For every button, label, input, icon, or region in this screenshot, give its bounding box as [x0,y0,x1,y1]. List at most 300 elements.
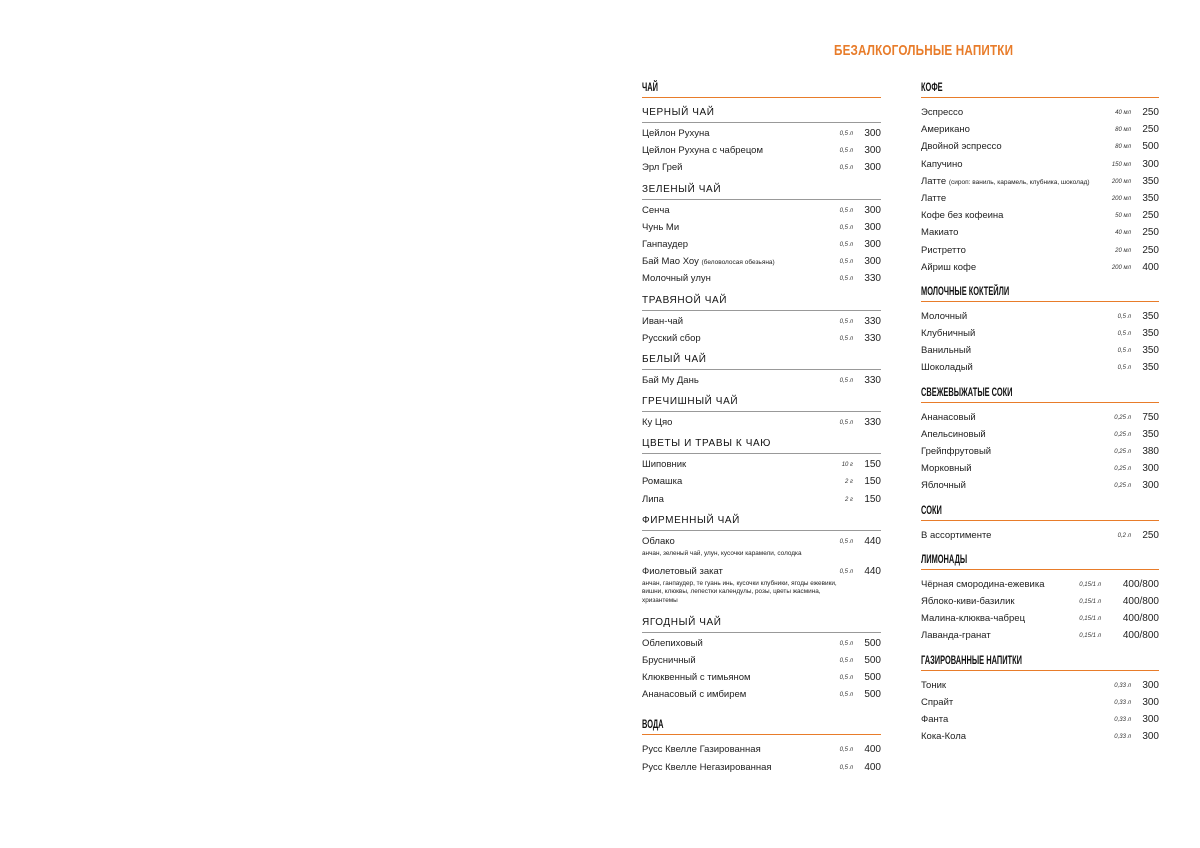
item-name-text: Грейпфрутовый [921,446,992,457]
signature-tea-group [642,512,881,614]
item-size: 0,33 л [1114,682,1131,689]
item-name [921,308,967,325]
item-name [921,138,1002,155]
item-name-text: Кока-Кола [921,731,967,743]
spacer [921,377,1159,385]
group-items [642,125,881,177]
item-name-text: Молочный [921,310,968,322]
menu-item [921,359,1159,376]
item-name [921,207,1003,224]
item-name [642,759,772,776]
menu-item [921,477,1159,494]
item-name-text: Клубничный [921,328,976,340]
item-name-text: Двойной эспрессо [921,141,1002,153]
item-name [921,173,1090,191]
item-name-text: Латте [921,175,947,187]
item-size: 0,5 л [839,207,853,214]
group-heading: ТРАВЯНОЙ ЧАЙ [642,292,881,311]
item-name [921,593,1015,610]
group-heading: БЕЛЫЙ ЧАЙ [642,351,881,370]
item-size: 40 мл [1115,230,1131,237]
menu-item [921,443,1159,460]
item-size: 50 мл [1115,213,1131,220]
item-size: 0,5 л [839,420,853,427]
section-heading-coffee: КОФЕ [921,80,943,94]
item-name-text: Латте [921,192,947,204]
item-name: Облако [642,535,675,547]
item-name [921,610,1025,627]
group-items [642,414,881,431]
juices-section [921,503,1159,544]
menu-item [642,759,881,776]
menu-item [642,414,881,431]
item-name [642,372,699,389]
item-size: 0,5 л [839,747,853,754]
item-name-text: Русс Квелле Газированная [642,744,761,756]
item-name [921,224,958,241]
item-size: 0,5 л [1117,313,1131,320]
juice-items [921,527,1159,544]
item-name [921,325,975,342]
tea-group [642,435,881,512]
section-heading-lemonades: ЛИМОНАДЫ [921,551,968,566]
section-heading-water: ВОДА [642,717,664,732]
section-heading-juices: СОКИ [921,502,942,517]
item-price: 400/800 [1122,595,1159,607]
group-heading: ЗЕЛЕНЫЙ ЧАЙ [642,181,881,200]
item-price: 500 [864,689,881,701]
item-size: 0,15/1 л [1079,633,1101,640]
item-size: 0,5 л [839,241,853,248]
item-name-text: Сенча [642,204,670,216]
item-size: 0,25 л [1114,483,1131,490]
menu-item [921,593,1159,610]
item-size: 0,33 л [1114,699,1131,706]
section-divider [921,569,1159,570]
item-size: 10 г [841,462,853,469]
item-price: 250 [1142,210,1159,222]
lemonade-items [921,576,1159,645]
tea-section [642,80,881,703]
item-name [642,270,711,287]
menu-item [921,610,1159,627]
left-column [642,80,881,776]
item-name [921,190,946,207]
item-size: 0,5 л [839,335,853,342]
menu-item [921,728,1159,745]
menu-item [921,259,1159,276]
item-price: 400 [864,761,881,773]
item-price: 350 [1142,345,1159,357]
item-name [642,635,703,652]
section-heading-fresh-juices: СВЕЖЕВЫЖАТЫЕ СОКИ [921,384,1013,399]
item-size: 2 г [845,496,853,503]
item-name [921,242,966,259]
water-section [642,717,881,775]
item-price: 350 [1142,328,1159,340]
item-size: 0,5 л [839,148,853,155]
item-price: 300 [864,128,881,139]
menu-item [921,308,1159,325]
tea-groups [642,104,881,512]
item-name [642,491,664,508]
menu-item [921,342,1159,359]
item-name-text: Чёрная смородина-ежевика [921,578,1045,590]
item-size: 20 мл [1115,247,1131,254]
item-size: 0,5 л [839,318,853,325]
item-note: (беловолосая обезьяна) [701,259,775,267]
item-name [921,156,963,173]
item-size: 0,5 л [839,674,853,681]
page-title: БЕЗАЛКОГОЛЬНЫЕ НАПИТКИ [834,42,1014,59]
item-name-text: Бай Му Дань [642,374,699,386]
fresh-juice-items [921,409,1159,495]
item-name-text: Ананасовый [921,411,976,423]
item-name [921,711,948,728]
menu-item [642,270,881,287]
item-price: 750 [1142,411,1159,423]
menu-item [642,159,881,176]
coffee-items [921,104,1159,276]
spacer [921,276,1159,284]
menu-item [642,491,881,508]
item-name-text: Ганпаудер [642,238,689,250]
menu-item [642,372,881,389]
item-name [642,456,686,473]
item-name-text: В ассортименте [921,529,992,541]
menu-item [642,686,881,703]
item-price: 300 [1142,463,1159,475]
item-size: 0,5 л [839,764,853,771]
item-size: 200 мл [1111,195,1131,202]
item-price: 400 [1142,261,1159,273]
water-items [642,741,881,775]
item-size: 0,5 л [1117,331,1131,338]
item-name-text: Малина-клюква-чабрец [921,613,1026,625]
item-size: 0,5 л [839,538,853,545]
group-items [642,202,881,288]
item-price: 330 [864,417,881,429]
section-divider [921,402,1159,403]
menu-item [642,125,881,142]
menu-item [921,627,1159,644]
item-price: 400/800 [1122,613,1159,625]
item-name [921,527,991,544]
item-name [642,473,682,490]
section-divider [921,301,1159,302]
item-price: 300 [864,221,881,233]
item-name-text: Облепиховый [642,637,703,649]
item-name-text: Ристретто [921,244,966,256]
item-size: 0,25 л [1114,431,1131,438]
item-price: 300 [864,204,881,216]
item-name [921,121,970,138]
item-name [642,202,670,219]
item-name [921,576,1045,593]
group-heading: ЦВЕТЫ И ТРАВЫ К ЧАЮ [642,435,881,454]
fresh-juices-section [921,385,1159,495]
spacer [921,495,1159,503]
menu-item [921,104,1159,121]
menu-item [921,242,1159,259]
menu-item [642,236,881,253]
menu-item [642,142,881,159]
item-name-text: Шоколадый [921,362,973,374]
item-price: 300 [1142,158,1159,170]
group-heading: ГРЕЧИШНЫЙ ЧАЙ [642,393,881,412]
item-size: 0,33 л [1114,716,1131,723]
item-size: 0,15/1 л [1079,581,1101,588]
lemonades-section [921,552,1159,645]
item-price: 300 [1142,713,1159,725]
spacer [921,645,1159,653]
item-size: 200 мл [1111,178,1131,185]
item-name [642,741,761,758]
item-size: 0,2 л [1117,532,1131,539]
item-price: 350 [1142,175,1159,187]
menu-item [642,253,881,270]
item-price: 400/800 [1122,630,1159,642]
item-size: 0,25 л [1114,449,1131,455]
item-price: 380 [1142,446,1159,457]
item-price: 400/800 [1122,578,1159,590]
item-price: 330 [864,332,881,344]
item-size: 0,5 л [839,131,853,137]
section-divider [921,670,1159,671]
menu-item [921,694,1159,711]
section-divider [921,520,1159,521]
item-price: 300 [864,145,881,157]
item-price: 350 [1142,428,1159,440]
item-price: 500 [864,637,881,649]
item-name-text: Русс Квелле Негазированная [642,761,772,773]
item-name-text: Иван-чай [642,315,684,327]
item-price: 330 [864,374,881,386]
item-name [642,686,746,703]
menu-item [921,325,1159,342]
menu-item [642,219,881,236]
item-name-text: Ромашка [642,476,683,488]
menu-item [642,456,881,473]
item-price: 350 [1142,310,1159,322]
item-name-text: Фанта [921,713,949,725]
item-name-text: Ку Цяо [642,417,673,429]
item-size: 0,5 л [839,259,853,266]
section-divider [642,734,881,735]
menu-item [921,677,1159,694]
menu-item [921,190,1159,207]
item-size: 0,5 л [839,224,853,231]
item-size: 200 мл [1111,264,1131,271]
item-name [921,460,972,477]
item-name-text: Чунь Ми [642,221,680,233]
item-note: (сироп: ваниль, карамель, клубника, шоколад) [948,178,1090,186]
item-size: 80 мл [1115,127,1131,134]
item-description: анчан, зеленый чай, улун, кусочки карамели, солодка [642,550,802,558]
milkshake-items [921,308,1159,377]
item-price: 300 [864,256,881,268]
item-name-text: Цейлон Рухуна [642,128,710,139]
item-name [921,677,946,694]
section-heading-milkshakes: МОЛОЧНЫЕ КОКТЕЙЛИ [921,283,1010,298]
item-description: анчан, ганпаудер, те гуань инь, кусочки клубники, ягоды ежевики, вишни, клюквы, лепестки календулы, розы, цветы жасмина, хризантемы [642,579,837,604]
item-name-text: Брусничный [642,654,696,666]
item-price: 300 [1142,696,1159,708]
soda-section [921,653,1159,746]
item-name [642,313,683,330]
item-name-text: Яблоко-киви-базилик [921,595,1015,607]
item-name [921,409,976,426]
menu-item [642,741,881,758]
item-size: 0,15/1 л [1079,598,1101,605]
section-heading-tea: ЧАЙ [642,80,658,94]
item-name [642,414,672,431]
spacer [921,544,1159,552]
item-size: 0,5 л [839,377,853,384]
item-name [921,342,971,359]
item-name-text: Липа [642,493,664,505]
item-name-text: Морковный [921,463,972,475]
item-size: 150 мл [1111,161,1131,168]
group-items [642,456,881,508]
tea-group [642,393,881,435]
item-name-text: Лаванда-гранат [921,630,991,642]
berry-tea-group [642,614,881,704]
item-size: 80 мл [1115,144,1131,151]
item-size: 0,5 л [839,657,853,664]
item-name-text: Макиато [921,227,959,239]
item-name [642,125,710,142]
item-name-text: Спрайт [921,696,954,708]
item-price: 300 [864,238,881,250]
group-items [642,635,881,704]
item-size: 0,15/1 л [1079,616,1101,623]
item-name [921,694,953,711]
item-name-text: Американо [921,124,970,136]
menu-item [642,330,881,347]
item-name [921,627,991,644]
item-size: 0,5 л [839,568,853,575]
group-heading: ЧЕРНЫЙ ЧАЙ [642,104,881,123]
item-price: 300 [1142,731,1159,743]
item-name-text: Клюквенный с тимьяном [642,671,751,683]
milkshakes-section [921,284,1159,377]
item-name [642,219,679,236]
menu-item [642,635,881,652]
item-price: 330 [864,315,881,327]
item-size: 0,5 л [839,276,853,283]
item-size: 40 мл [1115,110,1131,116]
menu-item [921,576,1159,593]
item-price: 350 [1142,192,1159,204]
item-price: 300 [864,162,881,174]
item-price: 400 [864,744,881,756]
item-name-text: Цейлон Рухуна с чабрецом [642,145,763,157]
item-name [921,259,976,276]
item-name [642,669,751,686]
item-price: 250 [1142,244,1159,256]
item-name [921,359,973,376]
item-name-text: Капучино [921,158,963,170]
item-size: 0,25 л [1114,414,1131,421]
item-price: 440 [864,535,881,547]
tea-group [642,292,881,351]
item-name-text: Ванильный [921,345,972,357]
coffee-section [921,80,1159,276]
item-name-text: Молочный улун [642,273,711,285]
menu-item [921,156,1159,173]
menu-item [921,138,1159,155]
item-name [921,443,991,460]
item-name-text: Русский сбор [642,332,701,344]
item-price: 300 [1142,480,1159,492]
menu-item [642,313,881,330]
item-name-text: Эрл Грей [642,162,683,174]
item-name [921,477,966,494]
item-name-text: Ананасовый с имбирем [642,689,747,701]
section-divider [642,97,881,98]
menu-item [921,173,1159,190]
item-name [642,142,763,159]
menu-item [642,669,881,686]
menu-item [921,460,1159,477]
right-column [921,80,1159,745]
item-size: 0,5 л [839,165,853,172]
item-size: 0,5 л [1117,348,1131,355]
item-price: 150 [864,476,881,488]
tea-group [642,104,881,181]
item-price: 440 [864,565,881,577]
item-name-text: Эспрессо [921,107,964,118]
menu-item [921,207,1159,224]
item-name-text: Бай Мао Хоу [642,256,699,268]
item-name [642,236,688,253]
item-name-text: Кофе без кофеина [921,210,1004,222]
menu-item [642,652,881,669]
item-price: 250 [1142,529,1159,541]
menu-item [921,711,1159,728]
menu-item [921,409,1159,426]
item-name [921,104,963,121]
item-name-text: Апельсиновый [921,428,986,440]
item-name-text: Шиповник [642,459,687,471]
menu-item [921,426,1159,443]
item-name [642,652,696,669]
item-name-text: Тоник [921,679,947,691]
soda-items [921,677,1159,746]
section-heading-soda: ГАЗИРОВАННЫЕ НАПИТКИ [921,652,1022,667]
item-name [642,253,775,271]
menu-item [642,473,881,490]
item-size: 0,5 л [839,640,853,647]
item-name-text: Айриш кофе [921,261,977,273]
item-name [642,159,682,176]
group-heading: ЯГОДНЫЙ ЧАЙ [642,614,881,633]
menu-item [642,202,881,219]
spacer [642,703,881,717]
item-name-text: Яблочный [921,480,966,492]
menu-item [921,224,1159,241]
menu-item [921,527,1159,544]
item-size: 0,5 л [839,692,853,699]
item-size: 0,25 л [1114,466,1131,473]
item-price: 500 [864,671,881,683]
item-size: 2 г [845,479,853,486]
menu-item [642,533,881,563]
menu-item [921,121,1159,138]
item-size: 0,33 л [1114,734,1131,741]
tea-group [642,181,881,292]
